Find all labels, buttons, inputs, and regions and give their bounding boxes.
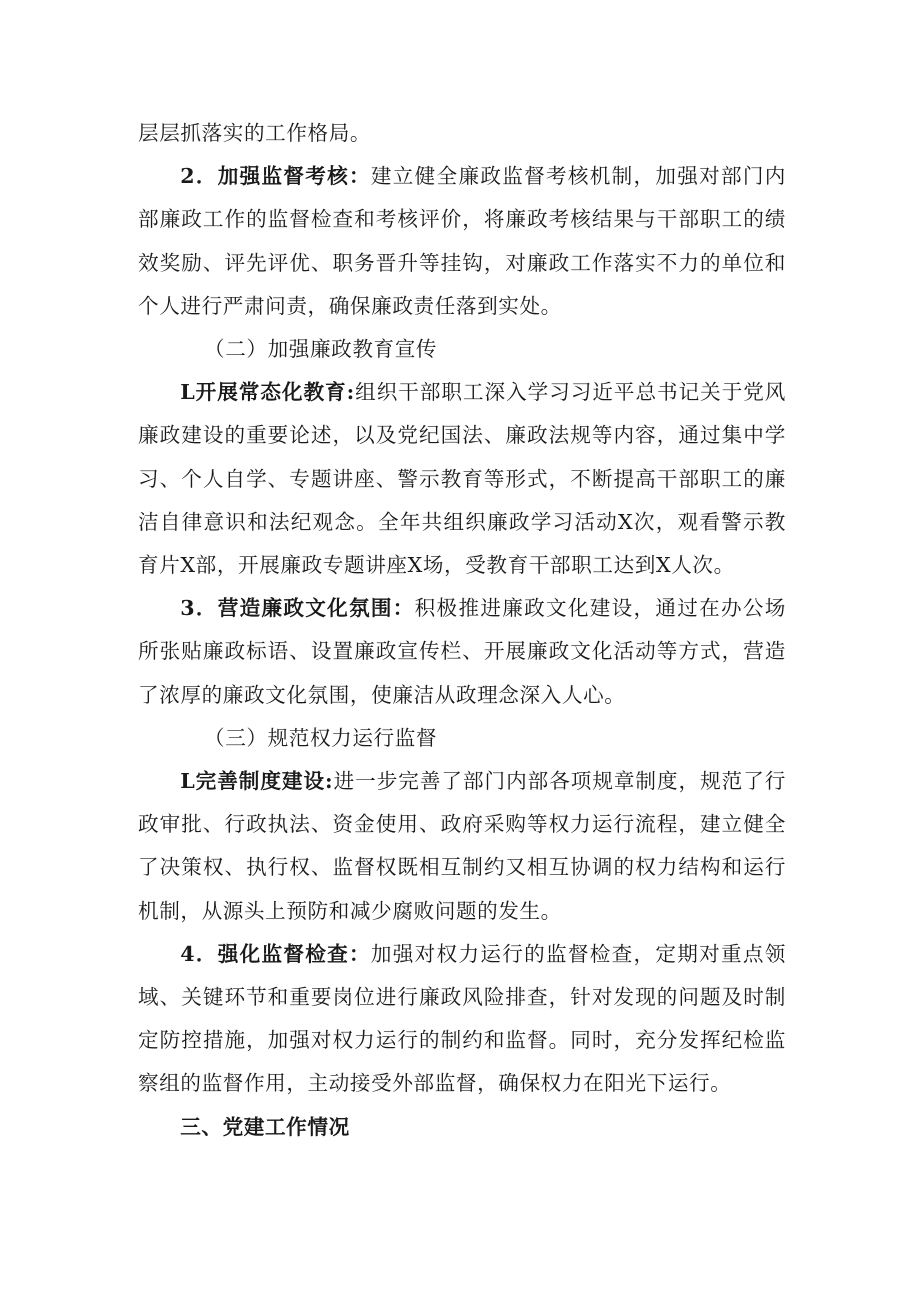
- subheading-education: （二）加强廉政教育宣传: [204, 337, 438, 362]
- document-body: [138, 112, 786, 1149]
- section-heading-party-building: 三、党建工作情况: [180, 1114, 350, 1139]
- paragraph-inspection: [138, 933, 786, 1106]
- subheading-power-supervision: （三）规范权力运行监督: [204, 725, 438, 750]
- paragraph-culture-atmosphere: [138, 587, 786, 717]
- paragraph-lead: 3．营造廉政文化氛围：: [180, 596, 415, 621]
- paragraph-lead: L完善制度建设:: [180, 769, 334, 794]
- paragraph-text: 组织干部职工深入学习习近平总书记关于党风廉政建设的重要论述，以及党纪国法、廉政法规等内容，通过集中学习、个人自学、专题讲座、警示教育等形式，不断提高干部职工的廉洁自律意识和法纪观念。全年共组织廉政学习活动X次，观看警示教育片X部，开展廉政专题讲座X场，受教育干部职工达到X人次。: [138, 380, 787, 578]
- paragraph-text: 层层抓落实的工作格局。: [138, 121, 372, 145]
- paragraph-lead: 4．强化监督检查：: [180, 941, 371, 966]
- paragraph-text: 积极推进廉政文化建设，通过在办公场所张贴廉政标语、设置廉政宣传栏、开展廉政文化活动等方式，营造了浓厚的廉政文化氛围，使廉洁从政理念深入人心。: [138, 596, 786, 707]
- paragraph-text: 进一步完善了部门内部各项规章制度，规范了行政审批、行政执法、资金使用、政府采购等权力运行流程，建立健全了决策权、执行权、监督权既相互制约又相互协调的权力结构和运行机制，从源头上预防和减少腐败问题的发生。: [138, 769, 786, 923]
- paragraph-routine-education: [138, 371, 786, 587]
- paragraph-text: 加强对权力运行的监督检查，定期对重点领域、关键环节和重要岗位进行廉政风险排查，针对发现的问题及时制定防控措施，加强对权力运行的制约和监督。同时，充分发挥纪检监察组的监督作用，主动接受外部监督，确保权力在阳光下运行。: [138, 941, 786, 1096]
- paragraph-lead: L开展常态化教育:: [180, 380, 355, 405]
- paragraph-lead: 2．加强监督考核：: [180, 164, 371, 189]
- paragraph-continuation: [138, 112, 786, 155]
- paragraph-supervision-assessment: [138, 155, 786, 328]
- paragraph-system-building: [138, 760, 786, 933]
- paragraph-text: 建立健全廉政监督考核机制，加强对部门内部廉政工作的监督检查和考核评价，将廉政考核结果与干部职工的绩效奖励、评先评优、职务晋升等挂钩，对廉政工作落实不力的单位和个人进行严肃问责，确保廉政责任落到实处。: [138, 164, 786, 318]
